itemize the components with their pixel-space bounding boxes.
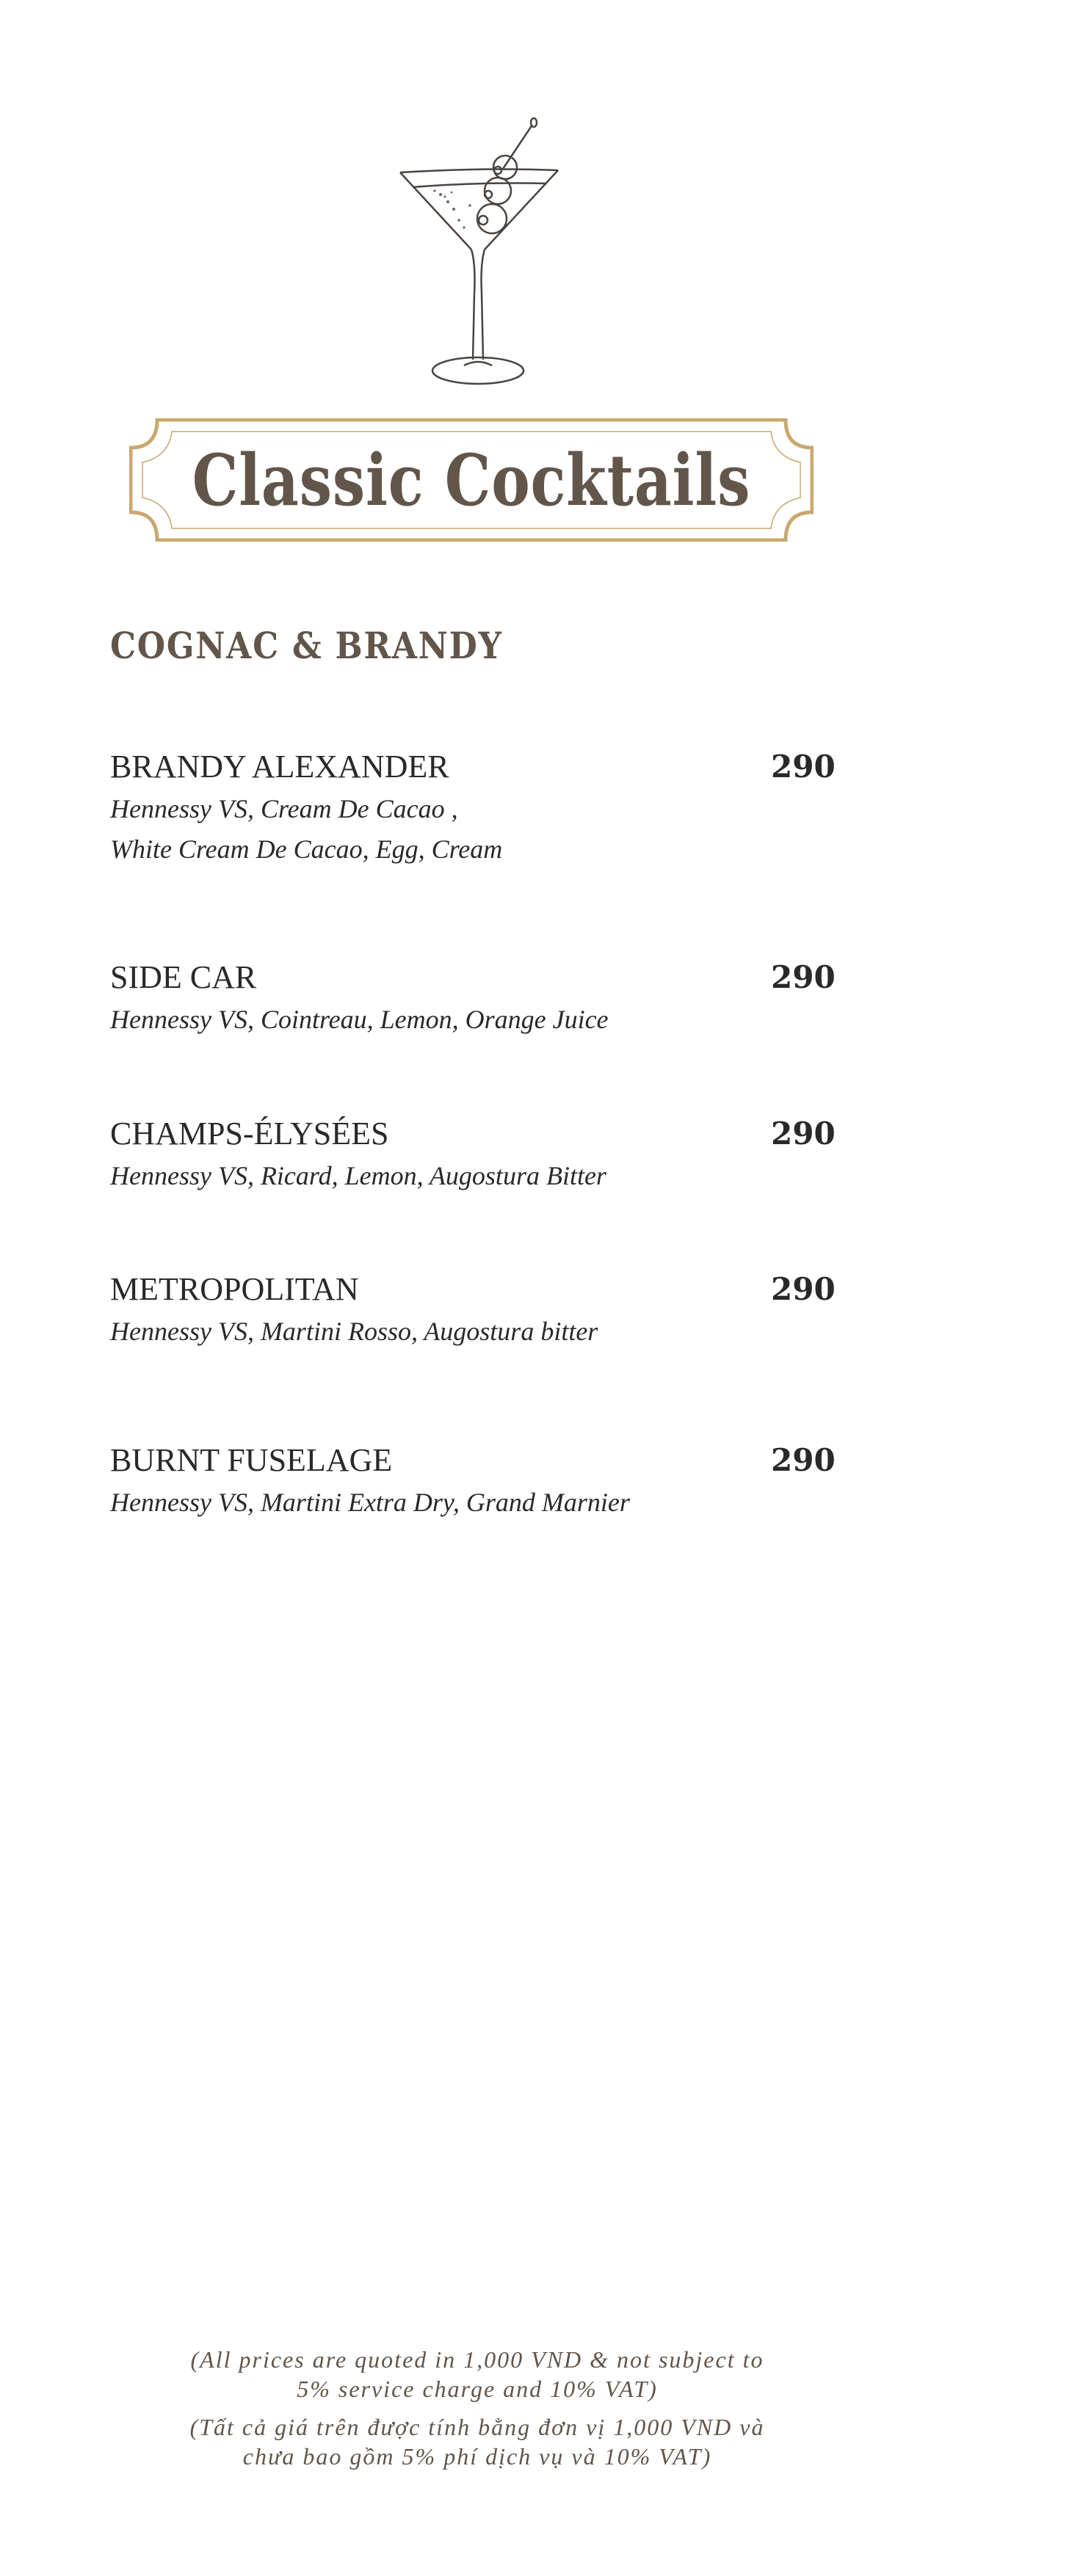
price-note [103,2345,852,2480]
item-name: CHAMPS-ÉLYSÉES [110,1116,389,1151]
item-description: Hennessy VS, Ricard, Lemon, Augostura Bitter [110,1161,606,1190]
menu-item [110,1267,836,1352]
item-name: BRANDY ALEXANDER [110,749,449,785]
item-description: White Cream De Cacao, Egg, Cream [110,834,503,864]
menu-item [110,1438,836,1523]
item-description: Hennessy VS, Martini Rosso, Augostura bitter [110,1317,598,1346]
item-price: 290 [771,1442,836,1478]
item-description: Hennessy VS, Martini Extra Dry, Grand Marnier [110,1488,630,1517]
item-price: 290 [771,959,836,995]
menu-item [110,956,836,1040]
item-name: BURNT FUSELAGE [110,1442,393,1478]
section-title: COGNAC & BRANDY [110,624,503,667]
price-note-en-line1: (All prices are quoted in 1,000 VND & not subject to [190,2346,764,2373]
item-price: 290 [771,1271,836,1307]
menu-item [110,745,836,870]
price-note-en-line2: 5% service charge and 10% VAT) [297,2376,658,2402]
item-price: 290 [771,749,836,785]
item-name: METROPOLITAN [110,1271,359,1307]
item-name: SIDE CAR [110,959,257,995]
martini-glass-icon [382,117,580,404]
menu-item [110,1112,836,1196]
price-note-vi-line1: (Tất cả giá trên được tính bằng đơn vị 1,000 VND và [189,2414,765,2440]
item-price: 290 [771,1116,836,1151]
page-title: Classic Cocktails [192,438,751,522]
item-description: Hennessy VS, Cointreau, Lemon, Orange Juice [110,1005,609,1034]
price-note-vi-line2: chưa bao gồm 5% phí dịch vụ và 10% VAT) [242,2443,712,2470]
item-description: Hennessy VS, Cream De Cacao , [110,794,458,823]
